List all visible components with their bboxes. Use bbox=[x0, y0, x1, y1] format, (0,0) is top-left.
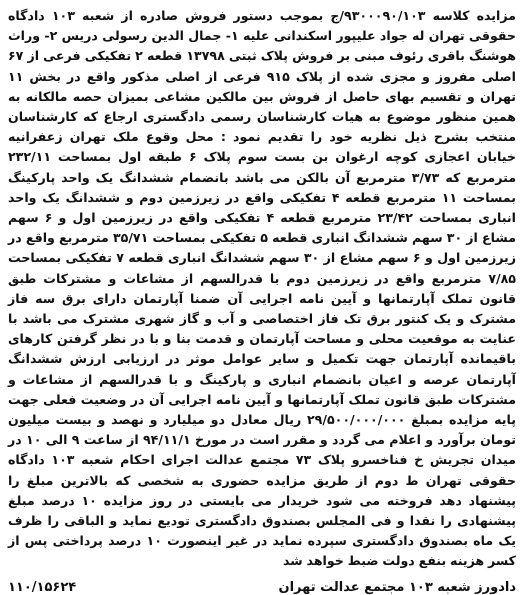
notice-reference-number: ۱۱۰/۱۵۶۲۴ bbox=[8, 579, 77, 595]
notice-signature: دادورز شعبه ۱۰۳ مجتمع عدالت تهران bbox=[278, 579, 516, 595]
notice-body-text: مزایده کلاسه ۹۳۰۰۰۹۰/۱۰۳/ج بموجب دستور فروش صادره از شعبه ۱۰۳ دادگاه حقوقی تهران له جواد علیپور اسکندانی علیه ۱- جمال الدین رسولی دریس ۲- وراث هوشنگ باقری رئوف مبنی بر فروش پلاک ثبتی ۱۳۷۹۸ قطعه ۲ تفکیکی فرعی از ۶۷ اصلی مفروز و مجزی شده از پلاک ۹۱۵ فرعی از اصلی مذکور واقع در بخش ۱۱ تهران و تقسیم بهای حاصل از فروش بین مالکین مشاعی بمیزان حصه مالکانه به همین منظور موضوع به هیات کارشناسان رسمی دادگستری ارجاع که کارشناسان منتخب بشرح ذیل نظریه خود را تقدیم نمود : محل وقوع ملک تهران زعفرانیه خیابان اعجازی کوچه ارغوان بن بست سوم پلاک ۶ طبقه اول بمساحت ۲۳۲/۱۱ مترمربع که ۳/۷۳ مترمربع آن بالکن می باشد بانضمام ششدانگ یک واحد پارکینگ بمساحت ۱۱ مترمربع قطعه ۴ تفکیکی واقع در زیرزمین دوم و ششدانگ یک واحد انباری بمساحت ۲۳/۴۲ مترمربع قطعه ۴ تفکیکی واقع در زیرزمین اول و ۶ سهم مشاع از ۳۰ سهم ششدانگ انباری قطعه ۵ تفکیکی بمساحت ۳۵/۷۱ مترمربع واقع در زیرزمین اول و ۶ سهم مشاع از ۳۰ سهم ششدانگ انباری قطعه ۷ تفکیکی بمساحت ۷/۸۵ مترمربع واقع در زیرزمین دوم با قدرالسهم از مشاعات و مشترکات طبق قانون تملک آپارتمانها و آیین نامه اجرایی آن ضمنا آپارتمان دارای برق سه فاز مشترک و یک کنتور برق تک فاز اختصاصی و آب و گاز شهری مشترک می باشد با عنایت به موقعیت محلی و مساحت آپارتمان و قدمت بنا و با در نظر گرفتن کارهای باقیمانده آپارتمان جهت تکمیل و سایر عوامل موثر در ارزیابی ارزش ششدانگ آپارتمان عرصه و اعیان بانضمام انباری و پارکینگ و با قدرالسهم از مشاعات و مشترکات طبق قانون تملک آپارتمانها و آیین نامه اجرایی آن در وضعیت فعلی جهت پایه مزایده بمبلغ ۲۹/۵۰۰/۰۰۰/۰۰۰ ریال معادل دو میلیارد و نهصد و بیست میلیون تومان برآورد و اعلام می گردد و مقرر است در مورخ ۹۴/۱۱/۱ از ساعت ۹ الی ۱۰ در میدان تجریش خ فناخسرو پلاک ۷۳ مجتمع عدالت اجرای احکام شعبه ۱۰۳ دادگاه حقوقی تهران ط دوم از طریق مزایده حضوری به شخصی که بالاترین مبلغ را پیشنهاد دهد فروخته می شود خریدار می بایستی در روز مزایده ۱۰ درصد مبلغ پیشنهادی را نقدا و فی المجلس بصندوق دادگستری تودیع نماید و الباقی را ظرف یک ماه بصندوق دادگستری سپرده نماید در غیر اینصورت ۱۰ درصد پرداختی پس از کسر هزینه بنفع دولت ضبط خواهد شد bbox=[8, 8, 517, 569]
notice-footer bbox=[8, 580, 516, 595]
